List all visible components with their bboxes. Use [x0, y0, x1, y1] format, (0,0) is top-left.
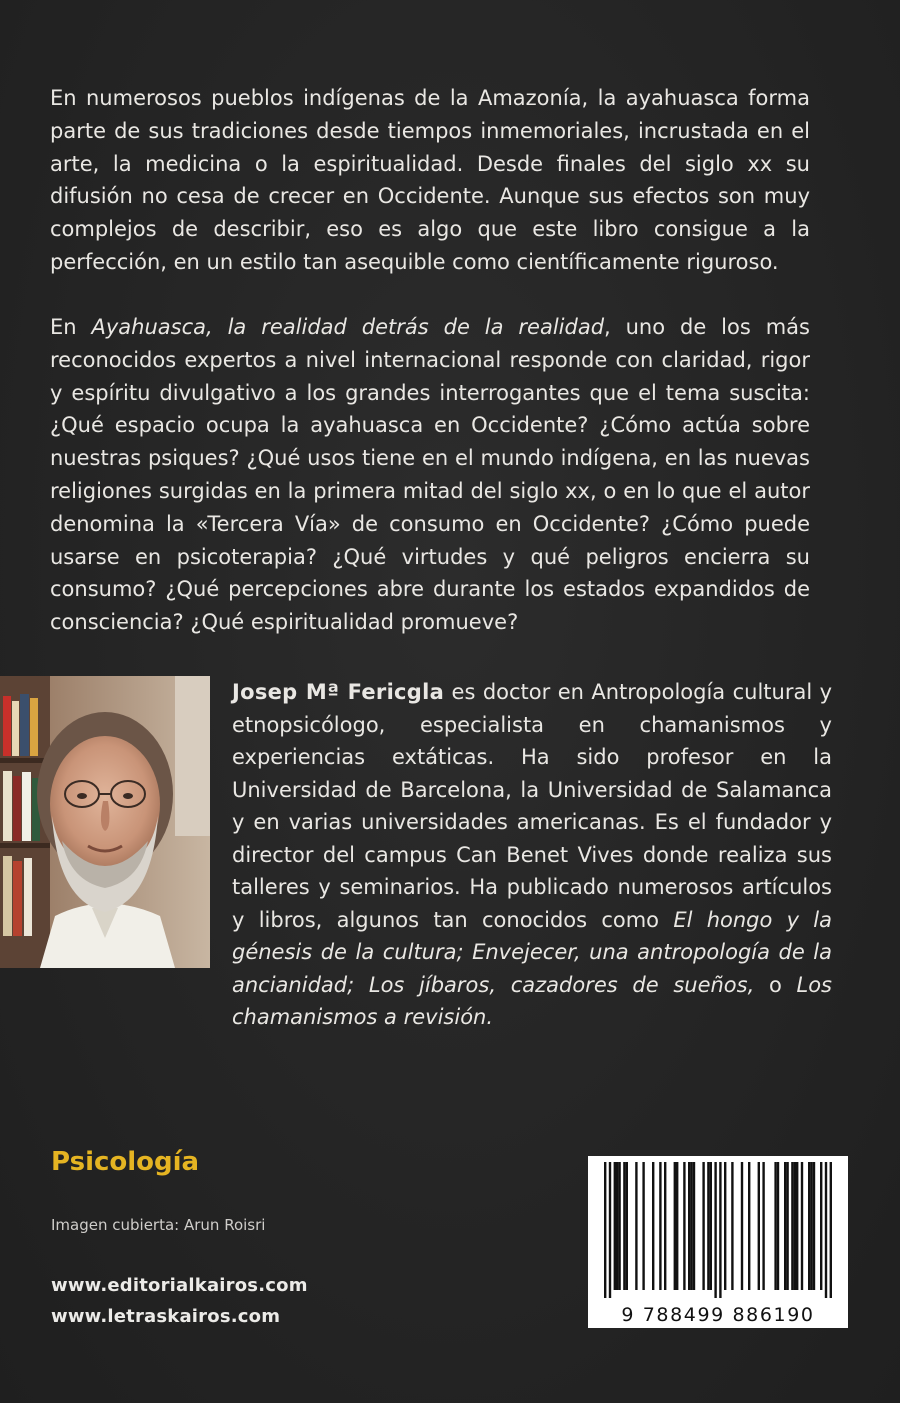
- barcode-bar: [690, 1162, 692, 1290]
- barcode-bar: [762, 1162, 764, 1290]
- author-photo: [0, 676, 210, 968]
- barcode-bar: [683, 1162, 685, 1290]
- barcode-bar: [626, 1162, 628, 1290]
- barcode-bar: [707, 1162, 709, 1290]
- barcode-bar: [758, 1162, 760, 1290]
- barcode-bar: [777, 1162, 779, 1290]
- barcode-bar: [791, 1162, 793, 1290]
- barcode-bar: [674, 1162, 676, 1290]
- barcode-bar: [623, 1162, 625, 1290]
- author-bio-conj: o: [754, 972, 797, 997]
- barcode-bar: [731, 1162, 733, 1290]
- blurb-paragraph-1: En numerosos pueblos indígenas de la Amazonía, la ayahuasca forma parte de sus tradiciones desde tiempos inmemoriales, incrustada en el arte, la medicina o la espiritualidad. Desde finales del siglo xx su difusión no cesa de crecer en Occidente. Aunque sus efectos son muy complejos de describir, eso es algo que este libro consigue a la perfección, en un estilo tan asequible como científicamente riguroso.: [50, 86, 810, 274]
- barcode-bar: [652, 1162, 654, 1290]
- blurb-paragraph-2: [50, 311, 810, 639]
- barcode-bar: [820, 1162, 822, 1290]
- isbn-barcode: [588, 1156, 848, 1328]
- author-name: Josep Mª Fericgla: [232, 680, 445, 704]
- barcode-bar: [635, 1162, 637, 1290]
- barcode-bars: [588, 1156, 848, 1301]
- barcode-bar: [719, 1162, 721, 1298]
- barcode-bar: [810, 1162, 812, 1290]
- image-credit: Imagen cubierta: Arun Roisri: [51, 1216, 266, 1234]
- barcode-bar: [702, 1162, 704, 1290]
- author-bio-text: es doctor en Antropología cultural y etnopsicólogo, especialista en chamanismos y experiencias extáticas. Ha sido profesor en la Universidad de Barcelona, la Universidad de Salamanca y en varias universidades americanas. Es el fundador y director del campus Can Benet Vives donde realiza sus talleres y seminarios. Ha publicado numerosos artículos y libros, algunos tan conocidos como: [232, 680, 833, 932]
- publisher-url-2[interactable]: www.letraskairos.com: [51, 1306, 281, 1327]
- isbn-number: 9 788499 886190: [621, 1304, 815, 1326]
- barcode-bar: [659, 1162, 661, 1290]
- barcode-bar: [801, 1162, 803, 1290]
- barcode-bar: [796, 1162, 798, 1290]
- barcode-bar: [741, 1162, 743, 1290]
- barcode-bar: [786, 1162, 788, 1290]
- author-bio: [232, 676, 832, 1034]
- barcode-bar: [830, 1162, 832, 1298]
- barcode-bar: [664, 1162, 666, 1290]
- category-label: Psicología: [51, 1147, 200, 1177]
- barcode-bar: [794, 1162, 796, 1290]
- barcode-bar: [710, 1162, 712, 1290]
- barcode-bar: [688, 1162, 690, 1290]
- barcode-bar: [604, 1162, 606, 1298]
- barcode-bar: [784, 1162, 786, 1290]
- author-books-2: Los chamanismos a revisión.: [232, 972, 832, 1029]
- barcode-bar: [714, 1162, 716, 1298]
- blurb-paragraph-2-rest: , uno de los más reconocidos expertos a nivel internacional responde con claridad, rigor y espíritu divulgativo a los grandes interrogantes que el tema suscita: ¿Qué espacio ocupa la ayahuasca en Occidente? ¿Cómo actúa sobre nuestras psiques? ¿Qué usos tiene en el mundo indígena, en las nuevas religiones surgidas en la primera mitad del siglo xx, o en lo que el autor denomina la «Tercera Vía» de consumo en Occidente? ¿Cómo puede usarse en psicoterapia? ¿Qué virtudes y qué peligros encierra su consumo? ¿Qué percepciones abre durante los estados expandidos de consciencia? ¿Qué espiritualidad promueve?: [50, 315, 810, 635]
- author-books-1: El hongo y la génesis de la cultura; Envejecer, una antropología de la ancianidad; Los jíbaros, cazadores de sueños,: [232, 907, 833, 997]
- barcode-bar: [609, 1162, 611, 1298]
- barcode-bar: [825, 1162, 827, 1298]
- barcode-bar: [693, 1162, 695, 1290]
- barcode-bar: [618, 1162, 620, 1290]
- barcode-bar: [774, 1162, 776, 1290]
- barcode-bar: [616, 1162, 618, 1290]
- book-title: Ayahuasca, la realidad detrás de la realidad: [91, 315, 605, 339]
- author-section: [0, 676, 900, 1029]
- publisher-url-1[interactable]: www.editorialkairos.com: [51, 1275, 308, 1296]
- barcode-bar: [676, 1162, 678, 1290]
- barcode-bar: [724, 1162, 726, 1290]
- barcode-bar: [808, 1162, 810, 1290]
- blurb-paragraph-2-prefix: En: [50, 315, 92, 339]
- barcode-bar: [748, 1162, 750, 1290]
- barcode-bar: [614, 1162, 616, 1290]
- barcode-bar: [813, 1162, 815, 1290]
- author-photo-image: [0, 676, 210, 968]
- barcode-bar: [642, 1162, 644, 1290]
